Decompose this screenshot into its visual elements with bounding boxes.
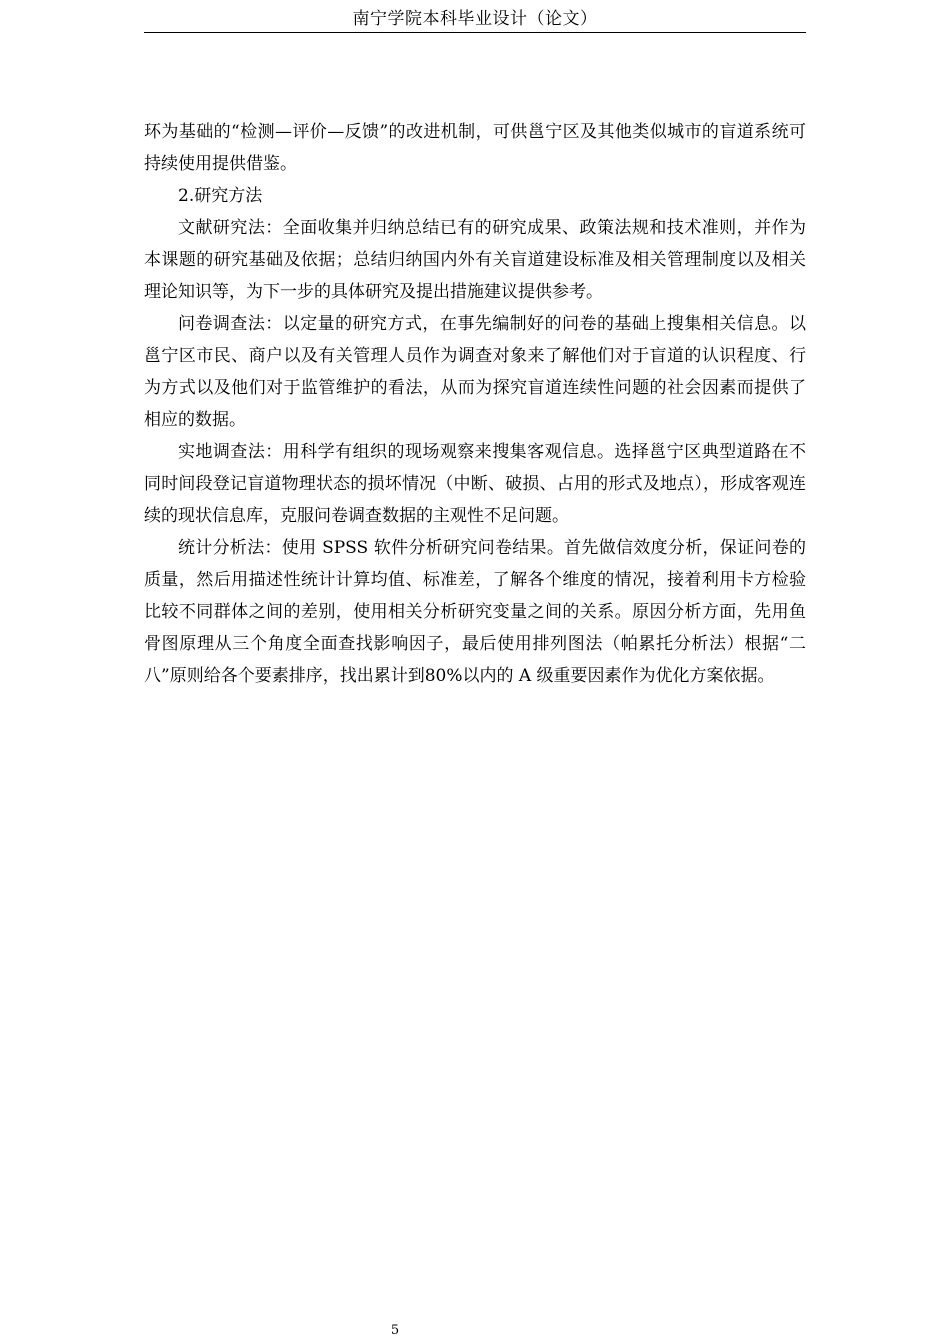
paragraph-questionnaire-survey: 问卷调查法：以定量的研究方式，在事先编制好的问卷的基础上搜集相关信息。以邕宁区市民、商户以及有关管理人员作为调查对象来了解他们对于盲道的认识程度、行为方式以及他们对于监管维护的看法，从而为探究盲道连续性问题的社会因素而提供了相应的数据。 xyxy=(144,314,806,430)
paragraph-field-investigation: 实地调查法：用科学有组织的现场观察来搜集客观信息。选择邕宁区典型道路在不同时间段登记盲道物理状态的损坏情况（中断、破损、占用的形式及地点），形成客观连续的现状信息库，克服问卷调查数据的主观性不足问题。 xyxy=(144,442,806,526)
paragraph-statistical-analysis: 统计分析法：使用 SPSS 软件分析研究问卷结果。首先做信效度分析，保证问卷的质量，然后用描述性统计计算均值、标准差，了解各个维度的情况，接着利用卡方检验比较不同群体之间的差别，使用相关分析研究变量之间的关系。原因分析方面，先用鱼骨图原理从三个角度全面查找影响因子，最后使用排列图法（帕累托分析法）根据“二八”原则给各个要素排序，找出累计到80%以内的 A 级重要因素作为优化方案依据。 xyxy=(144,538,806,686)
page-number: 5 xyxy=(390,1323,400,1338)
header-title: 南宁学院本科毕业设计（论文） xyxy=(352,9,598,29)
paragraph-literature-research: 文献研究法：全面收集并归纳总结已有的研究成果、政策法规和技术准则，并作为本课题的研究基础及依据；总结归纳国内外有关盲道建设标准及相关管理制度以及相关理论知识等，为下一步的具体研究及提出措施建议提供参考。 xyxy=(144,218,806,302)
body-text xyxy=(144,116,806,692)
section-heading-research-methods: 2.研究方法 xyxy=(178,186,263,206)
paragraph-continuation: 环为基础的“检测—评价—反馈”的改进机制，可供邕宁区及其他类似城市的盲道系统可持续使用提供借鉴。 xyxy=(144,122,806,174)
page-header xyxy=(144,0,806,33)
